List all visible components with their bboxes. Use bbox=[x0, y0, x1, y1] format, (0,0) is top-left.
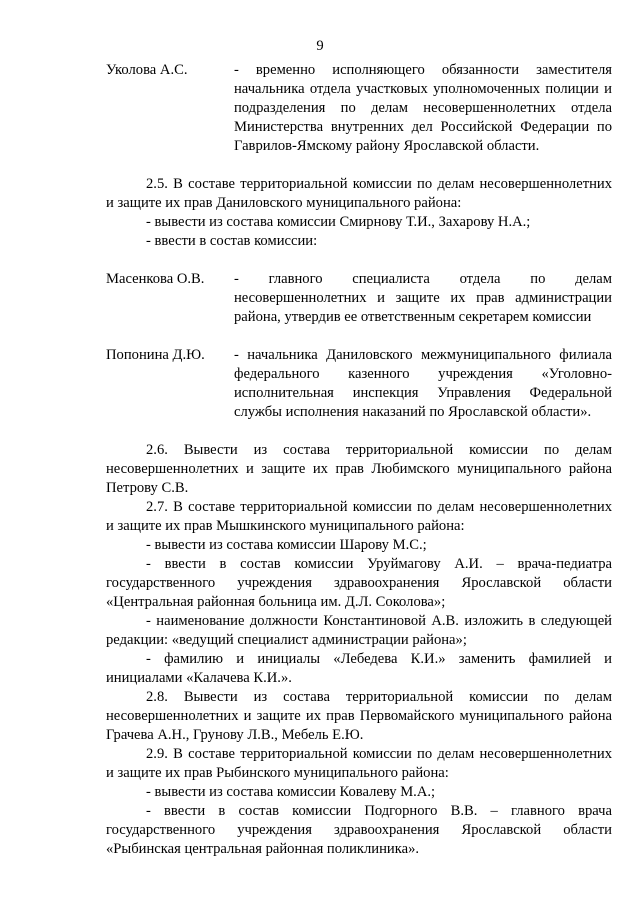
section-2-7-item: - ввести в состав комиссии Уруймагову А.И. – врача-педиатра государственного учреждения здравоохранения Ярославской области «Центральная районная больница им. Д.Л. Соколова»; bbox=[106, 556, 612, 610]
member-entry-poponina bbox=[106, 346, 612, 422]
section-2-7-item: - фамилию и инициалы «Лебедева К.И.» заменить фамилией и инициалами «Калачева К.И.». bbox=[106, 651, 612, 686]
section-2-7-heading: 2.7. В составе территориальной комиссии по делам несовершеннолетних и защите их прав Мышкинского муниципального района: bbox=[106, 499, 612, 534]
section-2-7-item: - наименование должности Константиновой А.В. изложить в следующей редакции: «ведущий специалист администрации района»; bbox=[106, 613, 612, 648]
section-2-5-add: - ввести в состав комиссии: bbox=[146, 233, 318, 249]
page-number: 9 bbox=[316, 38, 324, 54]
section-2-5-remove: - вывести из состава комиссии Смирнову Т.И., Захарову Н.А.; bbox=[146, 214, 531, 230]
section-2-7-item: - вывести из состава комиссии Шарову М.С.; bbox=[146, 537, 427, 553]
member-entry-ukolova bbox=[106, 61, 612, 156]
section-2-9-item: - вывести из состава комиссии Ковалеву М.А.; bbox=[146, 784, 436, 800]
section-2-6: 2.6. Вывести из состава территориальной комиссии по делам несовершеннолетних и защите их прав Любимского муниципального района Петрову С.В. bbox=[106, 442, 612, 496]
member-name: Попонина Д.Ю. bbox=[106, 347, 205, 363]
section-2-5-heading: 2.5. В составе территориальной комиссии по делам несовершеннолетних и защите их прав Даниловского муниципального района: bbox=[106, 176, 612, 211]
member-position: - временно исполняющего обязанности заместителя начальника отдела участковых уполномоченных полиции и подразделения по делам несовершеннолетних отдела Министерства внутренних дел Российской Федерации по Гаврилов-Ямскому району Ярославской области. bbox=[234, 62, 612, 154]
section-2-9-heading: 2.9. В составе территориальной комиссии по делам несовершеннолетних и защите их прав Рыбинского муниципального района: bbox=[106, 746, 612, 781]
section-2-8: 2.8. Вывести из состава территориальной комиссии по делам несовершеннолетних и защите их прав Первомайского муниципального района Грачева А.Н., Грунову Л.В., Мебель Е.Ю. bbox=[106, 689, 612, 743]
member-name: Масенкова О.В. bbox=[106, 271, 205, 287]
document-body bbox=[106, 61, 612, 859]
member-position: - главного специалиста отдела по делам несовершеннолетних и защите их прав администрации района, утвердив ее ответственным секретарем комиссии bbox=[234, 271, 612, 325]
section-2-9-item: - ввести в состав комиссии Подгорного В.В. – главного врача государственного учреждения здравоохранения Ярославской области «Рыбинская центральная районная поликлиника». bbox=[106, 803, 612, 857]
member-name: Уколова А.С. bbox=[106, 62, 188, 78]
member-position: - начальника Даниловского межмуниципального филиала федерального казенного учреждения «Уголовно-исполнительная инспекция Управления Федеральной службы исполнения наказаний по Ярославской области». bbox=[234, 347, 612, 420]
member-entry-masenkova bbox=[106, 270, 612, 327]
